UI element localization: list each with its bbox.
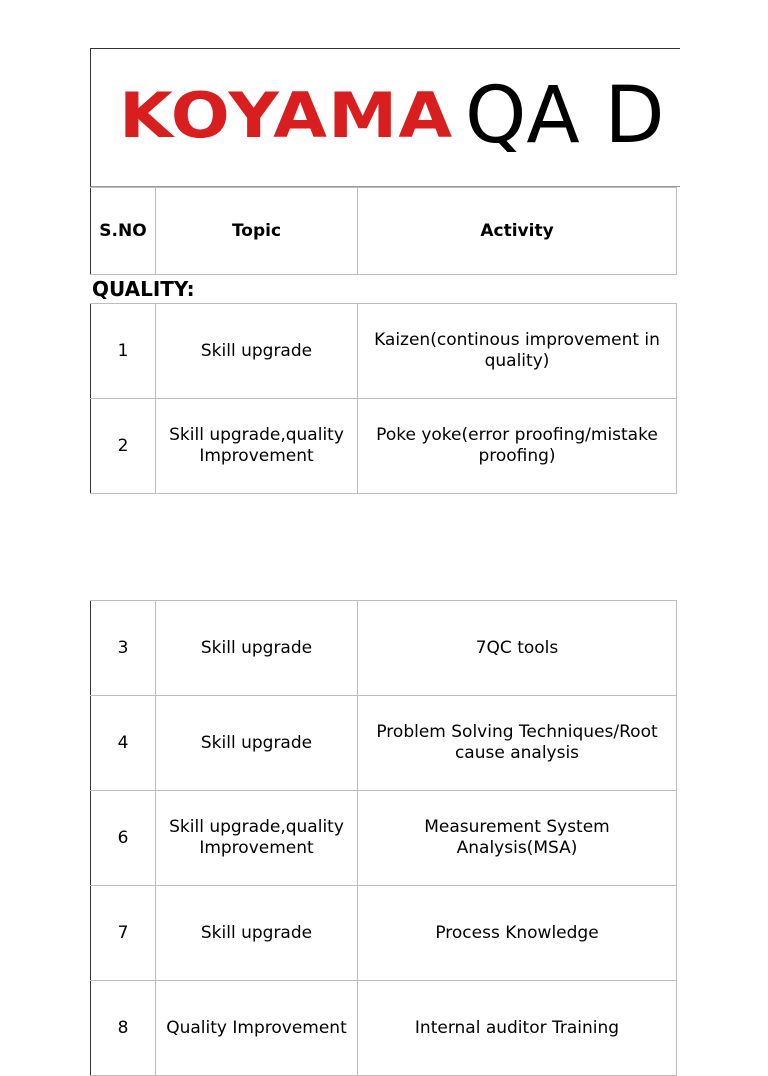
quality-table-top [90,303,677,494]
column-header-row [91,188,677,275]
column-header-topic: Topic [156,188,358,275]
row-sno: 8 [91,981,156,1076]
table-row [91,304,677,399]
quality-table-bottom [90,600,677,1076]
document-title: QA D [465,71,665,161]
column-header-activity: Activity [358,188,677,275]
row-topic: Quality Improvement [156,981,358,1076]
row-topic: Skill upgrade [156,886,358,981]
row-activity: Process Knowledge [358,886,677,981]
row-topic: Skill upgrade [156,696,358,791]
table-row [91,981,677,1076]
row-sno: 3 [91,601,156,696]
table-row [91,399,677,494]
table-row [91,886,677,981]
row-sno: 7 [91,886,156,981]
table-row [91,791,677,886]
section-label-quality: QUALITY: [92,277,195,301]
row-topic: Skill upgrade,quality Improvement [156,791,358,886]
row-sno: 6 [91,791,156,886]
row-activity: Internal auditor Training [358,981,677,1076]
column-header-sno: S.NO [91,188,156,275]
row-activity: Poke yoke(error proofing/mistake proofing) [358,399,677,494]
table-row [91,696,677,791]
row-activity: Kaizen(continous improvement in quality) [358,304,677,399]
document-header [90,48,680,187]
row-sno: 4 [91,696,156,791]
row-topic: Skill upgrade,quality Improvement [156,399,358,494]
row-activity: Measurement System Analysis(MSA) [358,791,677,886]
row-sno: 1 [91,304,156,399]
table-row [91,601,677,696]
row-topic: Skill upgrade [156,601,358,696]
column-header-table [90,187,677,275]
row-sno: 2 [91,399,156,494]
row-activity: 7QC tools [358,601,677,696]
row-topic: Skill upgrade [156,304,358,399]
company-logo: KOYAMA [119,79,454,152]
row-activity: Problem Solving Techniques/Root cause analysis [358,696,677,791]
